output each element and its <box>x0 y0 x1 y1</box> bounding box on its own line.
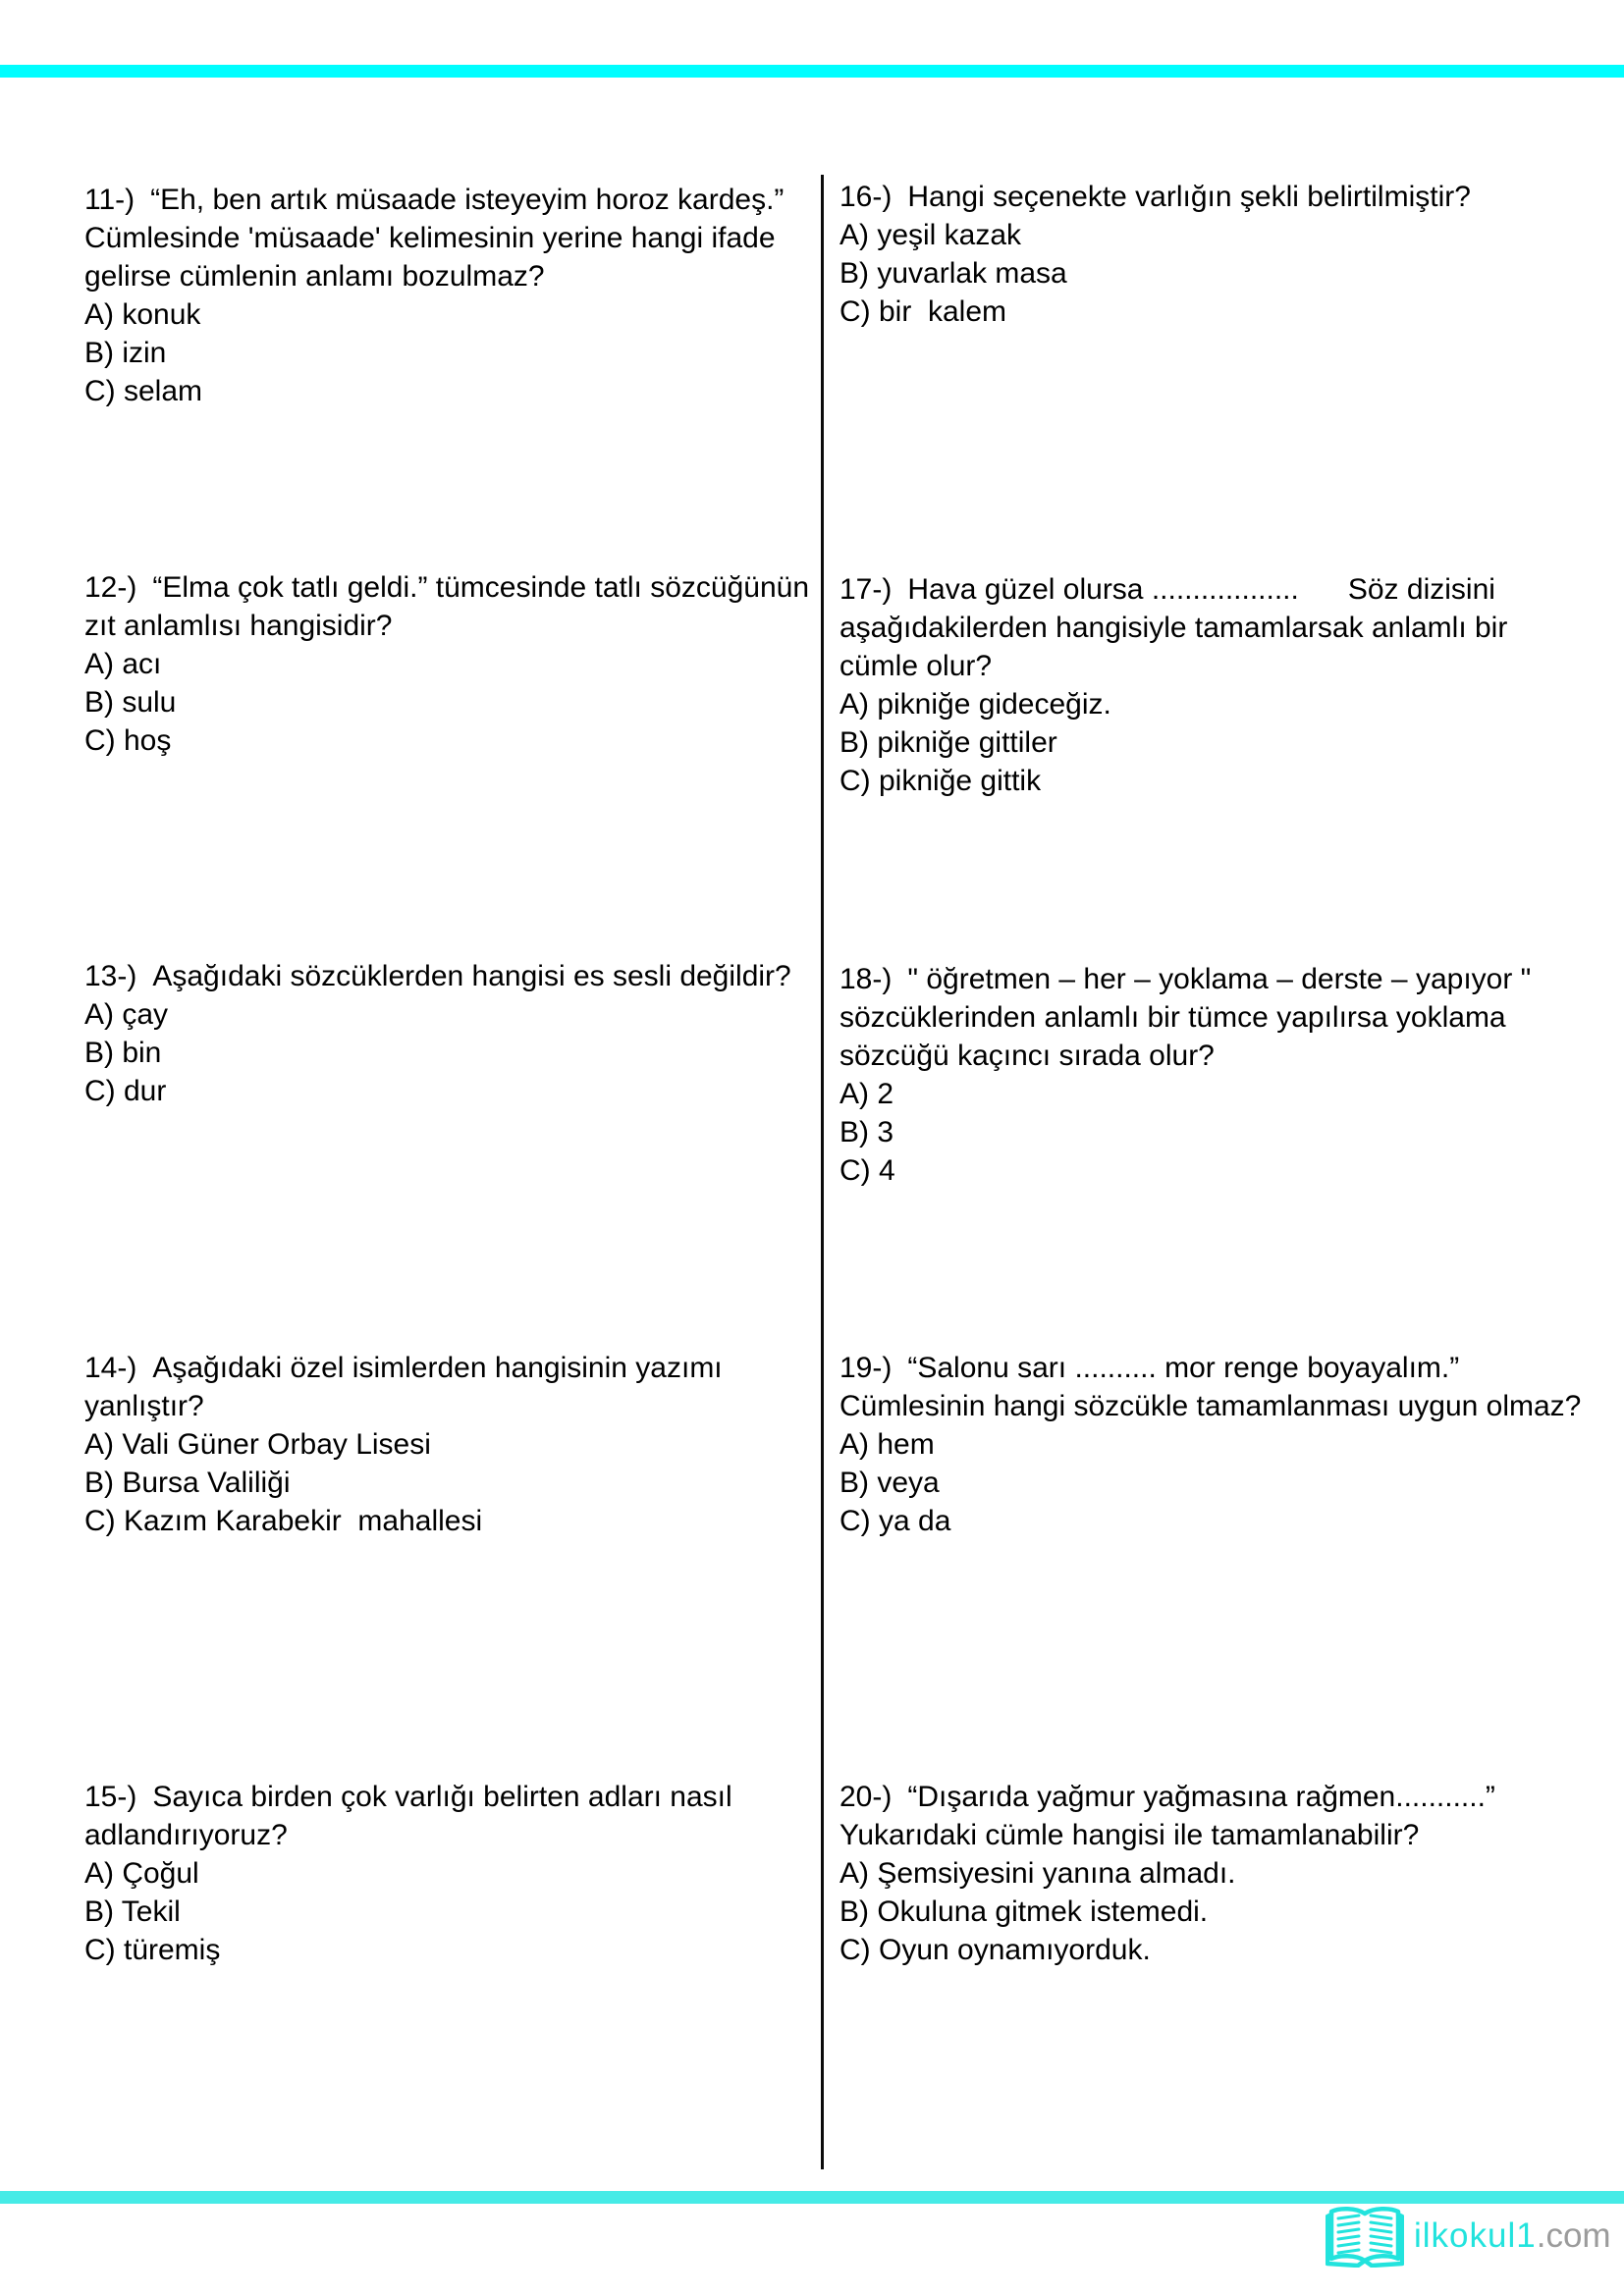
option-b: B) Tekil <box>84 1896 181 1928</box>
option-c: C) dur <box>84 1075 167 1107</box>
question-14 <box>84 1349 811 1540</box>
question-number: 17-) <box>839 573 893 606</box>
question-11 <box>84 181 811 410</box>
question-number: 19-) <box>839 1352 893 1384</box>
question-number: 16-) <box>839 181 893 213</box>
question-text-line <box>839 960 1588 1075</box>
open-book-icon <box>1326 2205 1404 2268</box>
option-c: C) 4 <box>839 1154 895 1187</box>
option-a: A) acı <box>84 648 162 680</box>
question-text: “Dışarıda yağmur yağmasına rağmen...........” Yukarıdaki cümle hangisi ile tamamlanabilir? <box>839 1781 1503 1851</box>
question-12 <box>84 568 818 760</box>
option-a: A) Vali Güner Orbay Lisesi <box>84 1428 431 1461</box>
option-c: C) Oyun oynamıyorduk. <box>839 1934 1151 1966</box>
question-text-line <box>84 957 811 995</box>
option-a: A) yeşil kazak <box>839 219 1022 251</box>
top-accent-bar <box>0 65 1624 78</box>
question-text: Sayıca birden çok varlığı belirten adları nasıl adlandırıyoruz? <box>84 1781 741 1851</box>
question-number: 11-) <box>84 184 135 216</box>
question-text: Aşağıdaki özel isimlerden hangisinin yazımı yanlıştır? <box>84 1352 731 1422</box>
option-b: B) 3 <box>839 1116 894 1148</box>
option-c: C) türemiş <box>84 1934 221 1966</box>
question-number: 15-) <box>84 1781 137 1813</box>
bottom-accent-bar <box>0 2191 1624 2204</box>
question-text-line <box>839 178 1588 216</box>
column-divider <box>821 175 824 2169</box>
question-text: Hangi seçenekte varlığın şekli belirtilmiştir? <box>907 181 1471 213</box>
option-b: B) Bursa Valiliği <box>84 1467 291 1499</box>
option-b: B) pikniğe gittiler <box>839 726 1057 759</box>
option-a: A) Çoğul <box>84 1857 199 1890</box>
question-text-line <box>84 1778 811 1854</box>
question-13 <box>84 957 811 1110</box>
question-text: Hava güzel olursa .................. Söz dizisini aşağıdakilerden hangisiyle tamamlarsak anlamlı bir cümle olur? <box>839 573 1516 682</box>
question-17 <box>839 570 1588 800</box>
question-text: “Eh, ben artık müsaade isteyeyim horoz kardeş.” Cümlesinde 'müsaade' kelimesinin yerine hangi ifade gelirse cümlenin anlamı bozulmaz? <box>84 184 792 293</box>
question-text-line <box>84 1349 811 1425</box>
option-b: B) yuvarlak masa <box>839 257 1067 290</box>
question-number: 13-) <box>84 960 137 992</box>
option-a: A) konuk <box>84 298 201 331</box>
question-18 <box>839 960 1588 1190</box>
option-c: C) bir kalem <box>839 295 1007 328</box>
option-a: A) çay <box>84 998 169 1031</box>
option-c: C) hoş <box>84 724 172 757</box>
question-text-line <box>839 570 1588 685</box>
logo-domain-suffix: .com <box>1536 2216 1611 2255</box>
question-text: Aşağıdaki sözcüklerden hangisi es sesli değildir? <box>152 960 791 992</box>
option-a: A) Şemsiyesini yanına almadı. <box>839 1857 1236 1890</box>
option-c: C) selam <box>84 375 203 407</box>
option-b: B) sulu <box>84 686 177 719</box>
question-text-line <box>84 568 818 645</box>
question-number: 20-) <box>839 1781 893 1813</box>
question-text: “Salonu sarı .......... mor renge boyayalım.” Cümlesinin hangi sözcükle tamamlanması uygun olmaz? <box>839 1352 1582 1422</box>
question-number: 12-) <box>84 571 137 604</box>
question-15 <box>84 1778 811 1969</box>
option-b: B) veya <box>839 1467 940 1499</box>
question-text: " öğretmen – her – yoklama – derste – yapıyor " sözcüklerinden anlamlı bir tümce yapılırsa yoklama sözcüğü kaçıncı sırada olur? <box>839 963 1540 1072</box>
question-20 <box>839 1778 1588 1969</box>
option-c: C) Kazım Karabekir mahallesi <box>84 1505 483 1537</box>
question-text: “Elma çok tatlı geldi.” tümcesinde tatlı sözcüğünün zıt anlamlısı hangisidir? <box>84 571 818 642</box>
question-text-line <box>839 1349 1588 1425</box>
option-b: B) izin <box>84 337 167 369</box>
option-a: A) pikniğe gideceğiz. <box>839 688 1111 721</box>
question-16 <box>839 178 1588 331</box>
question-number: 14-) <box>84 1352 137 1384</box>
option-a: A) hem <box>839 1428 935 1461</box>
option-b: B) Okuluna gitmek istemedi. <box>839 1896 1209 1928</box>
question-text-line <box>84 181 811 295</box>
logo-text: ilkokul1 <box>1414 2216 1537 2255</box>
logo-wordmark <box>1414 2216 1611 2256</box>
ilkokul1-logo <box>1326 2205 1611 2268</box>
question-19 <box>839 1349 1588 1540</box>
option-c: C) pikniğe gittik <box>839 765 1042 797</box>
option-a: A) 2 <box>839 1078 894 1110</box>
option-b: B) bin <box>84 1037 162 1069</box>
option-c: C) ya da <box>839 1505 951 1537</box>
question-number: 18-) <box>839 963 893 995</box>
question-text-line <box>839 1778 1588 1854</box>
